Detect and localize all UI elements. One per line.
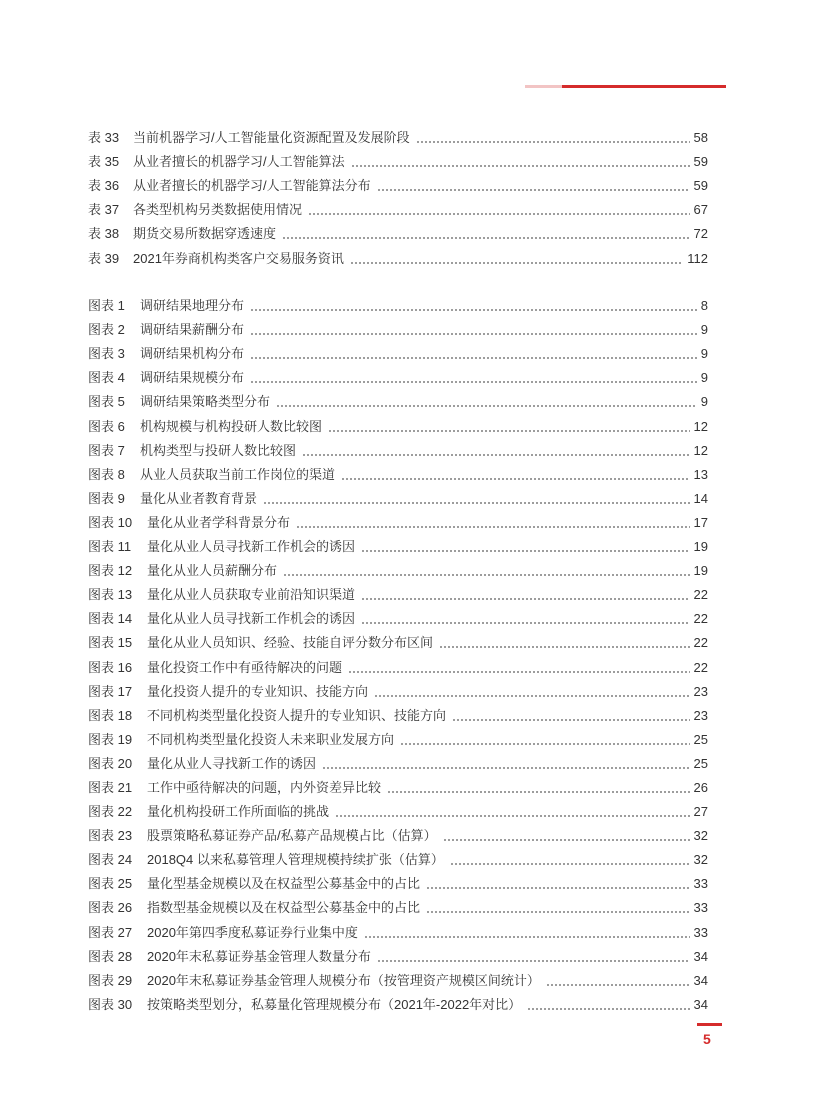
toc-entry[interactable] xyxy=(88,290,708,314)
dot-leader xyxy=(361,550,690,552)
dot-leader xyxy=(377,960,690,962)
toc-entry[interactable] xyxy=(88,579,708,603)
entry-label: 表 35 xyxy=(88,154,120,170)
entry-title: 量化投资人提升的专业知识、技能方向 xyxy=(147,683,369,699)
header-accent-bar xyxy=(562,85,726,88)
entry-label: 图表 24 xyxy=(88,852,133,868)
entry-page: 14 xyxy=(693,490,708,506)
dot-leader xyxy=(351,165,690,167)
entry-page: 9 xyxy=(700,394,708,410)
toc-entry[interactable] xyxy=(88,892,708,916)
dot-leader xyxy=(276,405,697,407)
toc-entry[interactable] xyxy=(88,820,708,844)
entry-label: 表 36 xyxy=(88,178,120,194)
entry-title: 从业者擅长的机器学习/人工智能算法分布 xyxy=(133,178,371,194)
dot-leader xyxy=(250,381,697,383)
entry-title: 调研结果规模分布 xyxy=(140,370,245,386)
entry-title: 各类型机构另类数据使用情况 xyxy=(133,202,303,218)
dot-leader xyxy=(546,984,690,986)
entry-title: 2018Q4 以来私募管理人管理规模持续扩张（估算） xyxy=(147,852,444,868)
dot-leader xyxy=(350,262,683,264)
dot-leader xyxy=(361,598,690,600)
entry-title: 2021年券商机构类客户交易服务资讯 xyxy=(133,250,344,266)
entry-page: 22 xyxy=(693,587,708,603)
entry-page: 17 xyxy=(693,514,708,530)
entry-title: 2020年末私募证券基金管理人数量分布 xyxy=(147,948,371,964)
entry-title: 量化从业人员知识、经验、技能自评分数分布区间 xyxy=(147,635,434,651)
entry-title: 调研结果机构分布 xyxy=(140,346,245,362)
entry-title: 量化从业人员获取专业前沿知识渠道 xyxy=(147,587,356,603)
entry-page: 32 xyxy=(693,852,708,868)
entry-title: 按策略类型划分，私募量化管理规模分布（2021年-2022年对比） xyxy=(147,996,522,1012)
dot-leader xyxy=(361,622,690,624)
entry-page: 33 xyxy=(693,900,708,916)
entry-page: 22 xyxy=(693,611,708,627)
entry-label: 图表 7 xyxy=(88,442,125,458)
entry-page: 19 xyxy=(693,563,708,579)
entry-label: 图表 13 xyxy=(88,587,133,603)
toc-entry[interactable] xyxy=(88,603,708,627)
dot-leader xyxy=(263,502,690,504)
toc-entry[interactable] xyxy=(88,459,708,483)
entry-label: 表 33 xyxy=(88,130,120,146)
entry-title: 调研结果薪酬分布 xyxy=(140,322,245,338)
entry-title: 2020年末私募证券基金管理人规模分布（按管理资产规模区间统计） xyxy=(147,972,540,988)
entry-title: 股票策略私募证券产品/私募产品规模占比（估算） xyxy=(147,828,437,844)
entry-page: 34 xyxy=(693,996,708,1012)
entry-label: 图表 14 xyxy=(88,611,133,627)
dot-leader xyxy=(443,839,690,841)
toc-entry[interactable] xyxy=(88,796,708,820)
figure-list xyxy=(88,290,708,1013)
entry-page: 12 xyxy=(693,442,708,458)
entry-page: 9 xyxy=(700,346,708,362)
dot-leader xyxy=(426,887,690,889)
toc-entry[interactable] xyxy=(88,555,708,579)
entry-page: 25 xyxy=(693,755,708,771)
entry-page: 32 xyxy=(693,828,708,844)
dot-leader xyxy=(364,936,690,938)
toc-entry[interactable] xyxy=(88,507,708,531)
entry-title: 量化从业人员寻找新工作机会的诱因 xyxy=(147,539,356,555)
entry-label: 表 37 xyxy=(88,202,120,218)
toc-entry[interactable] xyxy=(88,844,708,868)
entry-page: 67 xyxy=(693,202,708,218)
dot-leader xyxy=(283,574,690,576)
entry-label: 图表 29 xyxy=(88,972,133,988)
entry-title: 量化从业人员薪酬分布 xyxy=(147,563,278,579)
dot-leader xyxy=(341,478,690,480)
entry-page: 25 xyxy=(693,731,708,747)
entry-page: 34 xyxy=(693,948,708,964)
toc-entry[interactable] xyxy=(88,724,708,748)
page-number-bar xyxy=(697,1023,722,1026)
toc-entry[interactable] xyxy=(88,146,708,170)
toc-entry[interactable] xyxy=(88,170,708,194)
toc-entry[interactable] xyxy=(88,868,708,892)
entry-label: 图表 2 xyxy=(88,322,125,338)
toc-entry[interactable] xyxy=(88,916,708,940)
dot-leader xyxy=(452,719,690,721)
dot-leader xyxy=(250,333,697,335)
entry-page: 112 xyxy=(687,250,708,266)
dot-leader xyxy=(308,213,690,215)
entry-title: 调研结果地理分布 xyxy=(140,298,245,314)
toc-entry[interactable] xyxy=(88,314,708,338)
entry-page: 27 xyxy=(693,804,708,820)
toc-entry[interactable] xyxy=(88,627,708,651)
entry-label: 图表 3 xyxy=(88,346,125,362)
entry-label: 图表 19 xyxy=(88,731,133,747)
entry-label: 图表 23 xyxy=(88,828,133,844)
entry-label: 图表 6 xyxy=(88,418,125,434)
dot-leader xyxy=(282,237,690,239)
entry-page: 33 xyxy=(693,924,708,940)
toc-entry[interactable] xyxy=(88,410,708,434)
entry-label: 图表 22 xyxy=(88,804,133,820)
entry-title: 量化从业者学科背景分布 xyxy=(147,514,291,530)
dot-leader xyxy=(250,357,697,359)
dot-leader xyxy=(527,1008,689,1010)
entry-label: 图表 16 xyxy=(88,659,133,675)
entry-label: 图表 28 xyxy=(88,948,133,964)
entry-label: 图表 4 xyxy=(88,370,125,386)
entry-title: 量化机构投研工作所面临的挑战 xyxy=(147,804,330,820)
entry-title: 不同机构类型量化投资人未来职业发展方向 xyxy=(147,731,395,747)
table-list xyxy=(88,122,708,267)
entry-label: 表 38 xyxy=(88,226,120,242)
entry-label: 表 39 xyxy=(88,250,120,266)
dot-leader xyxy=(296,526,690,528)
toc-entry[interactable] xyxy=(88,435,708,459)
entry-label: 图表 26 xyxy=(88,900,133,916)
entry-page: 22 xyxy=(693,635,708,651)
entry-label: 图表 15 xyxy=(88,635,133,651)
entry-label: 图表 20 xyxy=(88,755,133,771)
entry-label: 图表 10 xyxy=(88,514,133,530)
dot-leader xyxy=(439,646,690,648)
entry-label: 图表 30 xyxy=(88,996,133,1012)
dot-leader xyxy=(377,189,690,191)
entry-page: 9 xyxy=(700,370,708,386)
entry-label: 图表 8 xyxy=(88,466,125,482)
entry-page: 34 xyxy=(693,972,708,988)
toc-entry[interactable] xyxy=(88,338,708,362)
entry-label: 图表 12 xyxy=(88,563,133,579)
entry-title: 指数型基金规模以及在权益型公募基金中的占比 xyxy=(147,900,421,916)
toc-entry[interactable] xyxy=(88,651,708,675)
entry-page: 12 xyxy=(693,418,708,434)
entry-label: 图表 18 xyxy=(88,707,133,723)
dot-leader xyxy=(302,454,690,456)
entry-label: 图表 25 xyxy=(88,876,133,892)
entry-page: 58 xyxy=(693,130,708,146)
dot-leader xyxy=(426,911,690,913)
toc-entry[interactable] xyxy=(88,386,708,410)
entry-title: 量化从业人寻找新工作的诱因 xyxy=(147,755,317,771)
entry-page: 19 xyxy=(693,539,708,555)
dot-leader xyxy=(250,309,697,311)
entry-title: 工作中亟待解决的问题，内外资差异比较 xyxy=(147,779,382,795)
dot-leader xyxy=(335,815,690,817)
toc-entry[interactable] xyxy=(88,242,708,266)
toc-entry[interactable] xyxy=(88,483,708,507)
entry-page: 22 xyxy=(693,659,708,675)
toc-entry[interactable] xyxy=(88,362,708,386)
entry-page: 59 xyxy=(693,154,708,170)
entry-title: 不同机构类型量化投资人提升的专业知识、技能方向 xyxy=(147,707,447,723)
entry-page: 9 xyxy=(700,322,708,338)
toc-entry[interactable] xyxy=(88,676,708,700)
entry-label: 图表 11 xyxy=(88,539,132,555)
entry-label: 图表 27 xyxy=(88,924,133,940)
entry-title: 量化投资工作中有亟待解决的问题 xyxy=(147,659,343,675)
entry-label: 图表 9 xyxy=(88,490,125,506)
entry-title: 量化从业者教育背景 xyxy=(140,490,258,506)
dot-leader xyxy=(416,141,690,143)
entry-title: 从业者擅长的机器学习/人工智能算法 xyxy=(133,154,345,170)
entry-title: 调研结果策略类型分布 xyxy=(140,394,271,410)
toc-entry[interactable] xyxy=(88,989,708,1013)
entry-title: 量化型基金规模以及在权益型公募基金中的占比 xyxy=(147,876,421,892)
toc-entry[interactable] xyxy=(88,748,708,772)
entry-title: 机构规模与机构投研人数比较图 xyxy=(140,418,323,434)
entry-page: 23 xyxy=(693,683,708,699)
dot-leader xyxy=(322,767,690,769)
page-number: 5 xyxy=(703,1031,711,1047)
entry-page: 23 xyxy=(693,707,708,723)
header-accent-bar-light xyxy=(525,85,562,88)
toc-entry[interactable] xyxy=(88,941,708,965)
entry-label: 图表 21 xyxy=(88,779,133,795)
toc-entry[interactable] xyxy=(88,772,708,796)
toc-entry[interactable] xyxy=(88,122,708,146)
dot-leader xyxy=(374,695,690,697)
dot-leader xyxy=(328,430,690,432)
dot-leader xyxy=(387,791,690,793)
entry-page: 26 xyxy=(693,779,708,795)
entry-page: 72 xyxy=(693,226,708,242)
entry-title: 期货交易所数据穿透速度 xyxy=(133,226,277,242)
toc-entry[interactable] xyxy=(88,194,708,218)
entry-title: 2020年第四季度私募证券行业集中度 xyxy=(147,924,358,940)
entry-page: 59 xyxy=(693,178,708,194)
entry-title: 当前机器学习/人工智能量化资源配置及发展阶段 xyxy=(133,130,410,146)
entry-label: 图表 17 xyxy=(88,683,133,699)
entry-label: 图表 5 xyxy=(88,394,125,410)
entry-page: 13 xyxy=(693,466,708,482)
dot-leader xyxy=(348,671,690,673)
entry-label: 图表 1 xyxy=(88,298,125,314)
dot-leader xyxy=(400,743,690,745)
entry-page: 33 xyxy=(693,876,708,892)
dot-leader xyxy=(450,863,690,865)
entry-page: 8 xyxy=(700,298,708,314)
toc-entry[interactable] xyxy=(88,965,708,989)
toc-entry[interactable] xyxy=(88,700,708,724)
toc-entry[interactable] xyxy=(88,218,708,242)
entry-title: 量化从业人员寻找新工作机会的诱因 xyxy=(147,611,356,627)
entry-title: 机构类型与投研人数比较图 xyxy=(140,442,297,458)
toc-entry[interactable] xyxy=(88,531,708,555)
entry-title: 从业人员获取当前工作岗位的渠道 xyxy=(140,466,336,482)
